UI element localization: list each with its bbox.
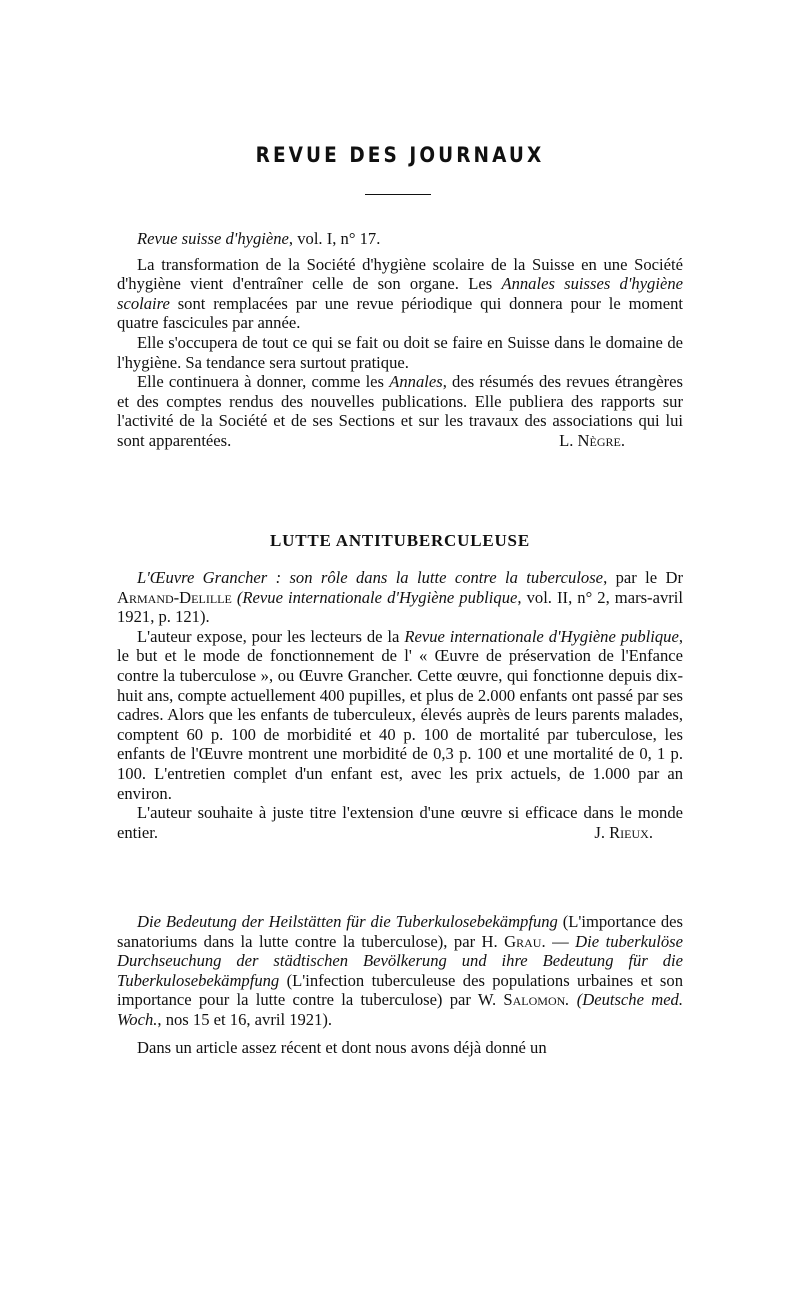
text-run: L'auteur expose, pour les lecteurs de la (137, 626, 405, 646)
text-run: , le but et le mode de fonctionnement de l' « Œuvre de préservation de l'Enfance contre la tuberculose », ou Œuvre Grancher. Cette œuvre, qui fonctionne depuis dix-huit ans, compte actuellement 400 pupilles, et plus de 2.000 enfants ont passé par ses cadres. Alors que les enfants de tuberculeux, élevés auprès de leurs parents malades, comptent 60 p. 100 de morbidité et 40 p. 100 de mortalité par tuberculose, les enfants de l'Œuvre montrent une morbidité de 0,3 p. 100 et une mortalité de 0, 1 p. 100. L'entretien complet d'un enfant est, avec les prix actuels, de 1.000 par an environ. (117, 626, 683, 803)
citation-details: , nos 15 et 16, avril 1921). (157, 1009, 333, 1029)
journal-title: Annales (389, 372, 443, 392)
text-run: La transformation de la Société d'hygiène scolaire de la Suisse en une Société d'hygiène vient d'entraîner celle de son organe. Les (117, 254, 683, 294)
citation (117, 568, 683, 627)
article-title: Die Bedeutung der Heilstätten für die Tuberkulosebekämpfung (137, 912, 558, 931)
paragraph (117, 255, 683, 333)
heading-rule (365, 194, 431, 195)
signature: J. Rieux. (594, 822, 653, 842)
author-name: Grau (504, 931, 542, 951)
article-subtitle: : son rôle dans la lutte contre la tuberculose (267, 568, 604, 587)
signature: L. Nègre. (559, 430, 625, 450)
review-revue-suisse (117, 229, 683, 451)
paragraph: Elle s'occupera de tout ce qui se fait ou doit se faire en Suisse dans le domaine de l'hygiène. Sa tendance sera surtout pratique. (117, 332, 683, 372)
text-run: . — (541, 931, 576, 951)
text-run: , des résumés des revues étrangères et des comptes rendus des nouvelles publications. Elle publiera des rapports sur l'activité de la Société et de ses Sections et sur les travaux des associations qui lui sont apparentées. (117, 372, 683, 450)
citation-journal: Revue suisse d'hygiène (137, 229, 289, 248)
text-run: (L'importance des sanatoriums dans la lutte contre la tuberculose), par H. (117, 912, 683, 951)
journal-title: Annales suisses d'hygiène scolaire (117, 274, 683, 313)
text-run: L'auteur souhaite à juste titre l'extension d'une œuvre si efficace dans le monde entier. (117, 803, 683, 842)
citation (117, 229, 683, 249)
citation-details: , vol. II, n° 2, mars-avril 1921, p. 121). (117, 587, 683, 627)
section-title: LUTTE ANTITUBERCULEUSE (270, 531, 530, 550)
paragraph (117, 627, 683, 803)
citation-details: , vol. I, n° 17. (288, 229, 381, 248)
article-title: Die tuberkulöse Durchseuchung der städtischen Bevölkerung und ihre Bedeutung für die Tuberkulosebekämpfung (117, 931, 683, 990)
journal-title: Revue internationale d'Hygiène publique (404, 626, 679, 646)
article-title: L'Œuvre Grancher (137, 568, 268, 587)
text-run: , par le Dr (603, 568, 683, 587)
review-oeuvre-grancher (117, 568, 683, 842)
author-name: Salomon (503, 990, 566, 1010)
paragraph (117, 372, 683, 450)
author-name: Armand-Delille (117, 587, 232, 607)
paragraph: Dans un article assez récent et dont nous avons déjà donné un (137, 1037, 547, 1057)
review-tuberkulose (117, 912, 683, 1057)
paragraph (117, 803, 683, 842)
citation (117, 912, 683, 1030)
text-run: (L'infection tuberculeuse des populations urbaines et son importance pour la lutte contre la tuberculose) par W. (117, 970, 683, 1010)
page-heading: REVUE DES JOURNAUX (255, 143, 545, 167)
journal-title: . (Deutsche med. Woch. (117, 990, 684, 1029)
journal-title: (Revue internationale d'Hygiène publique (231, 587, 518, 607)
text-run: sont remplacées par une revue périodique qui donnera pour le moment quatre fascicules par année. (117, 293, 683, 333)
text-run: Elle continuera à donner, comme les (137, 372, 390, 392)
